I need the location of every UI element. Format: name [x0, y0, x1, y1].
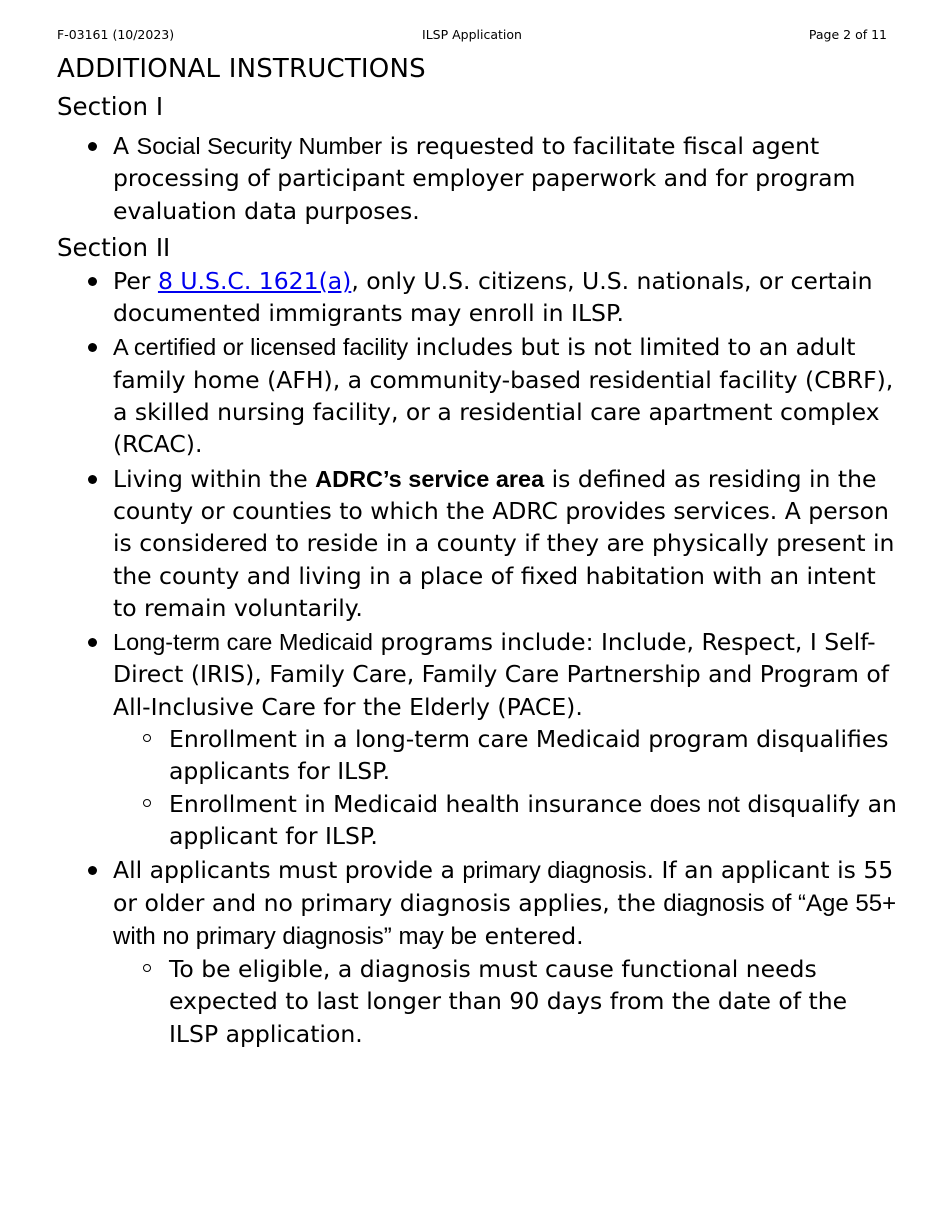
diagnosis-sublist — [113, 953, 902, 1050]
page-title: ADDITIONAL INSTRUCTIONS — [57, 54, 426, 84]
section-1-list — [57, 130, 902, 227]
list-item-medicaid: Long-term care Medicaid programs include: Include, Respect, I Self-Direct (IRIS), Family Care, Family Care Partnership and Program of All-Inclusive Care for the Elderly (PACE). Enrollment in a long-term care Medicaid program disqualifies applicants for ILSP. Enrollment in Medicaid health insurance does not disqualify an applicant for ILSP. — [113, 626, 902, 852]
list-item-ssn: A Social Security Number is requested to facilitate fiscal agent processing of participant employer paperwork and for program evaluation data purposes. — [113, 130, 902, 227]
section-1-heading: Section I — [57, 92, 164, 121]
section-2-list — [57, 265, 902, 1050]
service-area-term: ADRC’s service area — [315, 465, 545, 492]
instructions-content — [57, 52, 902, 1052]
medicaid-term: Long-term care Medicaid — [113, 629, 373, 656]
page-number: Page 2 of 11 — [808, 27, 887, 42]
document-title: ILSP Application — [422, 27, 522, 42]
list-item-citizenship: Per 8 U.S.C. 1621(a), only U.S. citizens, U.S. nationals, or certain documented immigrants may enroll in ILSP. — [113, 265, 902, 330]
sublist-item-enrollment-ltc: Enrollment in a long-term care Medicaid program disqualifies applicants for ILSP. — [169, 723, 902, 788]
sublist-item-eligibility: To be eligible, a diagnosis must cause functional needs expected to last longer than 90 days from the date of the ILSP application. — [169, 953, 902, 1050]
list-item-service-area: Living within the ADRC’s service area is defined as residing in the county or counties to which the ADRC provides services. A person is considered to reside in a county if they are physically present in the county and living in a place of fixed habitation with an intent to remain voluntarily. — [113, 463, 902, 624]
usc-link[interactable]: 8 U.S.C. 1621(a) — [157, 266, 352, 295]
page-header — [57, 27, 887, 45]
sublist-item-enrollment-health: Enrollment in Medicaid health insurance does not disqualify an applicant for ILSP. — [169, 788, 902, 853]
form-number: F-03161 (10/2023) — [57, 27, 175, 42]
medicaid-sublist — [113, 723, 902, 852]
list-item-diagnosis: All applicants must provide a primary diagnosis. If an applicant is 55 or older and no primary diagnosis applies, the diagnosis of “Age 55+ with no primary diagnosis” may be entered. To be eligible, a diagnosis must cause functional needs expected to last longer than 90 days from the date of the ILSP application. — [113, 854, 902, 1050]
section-2-heading: Section II — [57, 232, 171, 262]
facility-term: A certified or licensed facility — [113, 334, 409, 361]
list-item-facility: A certified or licensed facility includes but is not limited to an adult family home (AFH), a community-based residential facility (CBRF), a skilled nursing facility, or a residential care apartment complex (RCAC). — [113, 331, 902, 460]
does-not-term: does not — [649, 790, 740, 817]
primary-diagnosis-term: primary diagnosis — [462, 857, 647, 884]
age-55-phrase: diagnosis of “Age 55+ with no primary diagnosis” may be — [113, 889, 897, 950]
ssn-term: Social Security Number — [136, 133, 383, 159]
